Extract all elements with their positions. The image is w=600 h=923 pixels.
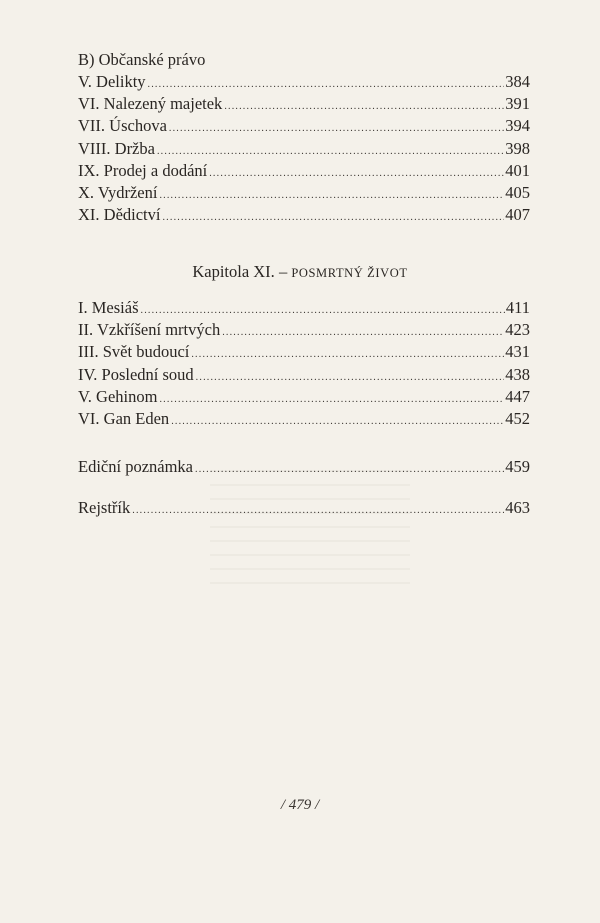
toc-entry[interactable] xyxy=(78,386,530,408)
toc-entry-title: VII. Úschova xyxy=(78,116,167,136)
toc-entry-title: VI. Nalezený majetek xyxy=(78,94,223,114)
toc-entry-title: I. Mesiáš xyxy=(78,298,139,317)
toc-entry[interactable] xyxy=(78,182,530,204)
toc-entry[interactable] xyxy=(78,115,530,137)
toc-entry-page: 384 xyxy=(505,72,530,91)
dot-leader xyxy=(162,207,504,229)
dot-leader xyxy=(132,500,504,522)
dot-leader xyxy=(209,163,504,185)
toc-entry-title: XI. Dědictví xyxy=(78,205,161,225)
dot-leader xyxy=(171,411,504,433)
toc-entry-page: 401 xyxy=(505,160,530,180)
chapter-label: Kapitola XI. xyxy=(192,262,275,281)
toc-entry[interactable] xyxy=(78,319,530,341)
toc-entry-page: 405 xyxy=(505,182,530,202)
dot-leader xyxy=(169,118,504,140)
toc-entry-title: III. Svět budoucí xyxy=(78,342,190,362)
toc-entry-title: VIII. Držba xyxy=(78,138,155,158)
toc-entry-title: IX. Prodej a dodání xyxy=(78,160,208,180)
toc-entry-page: 463 xyxy=(505,498,530,517)
dot-leader xyxy=(191,344,504,366)
dot-leader xyxy=(224,96,504,118)
section-civil-law xyxy=(78,49,530,226)
toc-entry-page: 407 xyxy=(505,205,530,225)
chapter-subtitle: POSMRTNÝ ŽIVOT xyxy=(291,266,408,280)
toc-entry-page: 459 xyxy=(505,457,530,476)
toc-entry-page: 447 xyxy=(505,386,530,406)
chapter-entries xyxy=(78,297,530,430)
dot-leader xyxy=(222,322,504,344)
toc-entry[interactable] xyxy=(78,93,530,115)
dot-leader xyxy=(159,185,504,207)
toc-entry-title: V. Gehinom xyxy=(78,386,158,406)
page-number: / 479 / xyxy=(280,797,320,813)
toc-entry-title: Rejstřík xyxy=(78,498,131,517)
toc-entry-page: 391 xyxy=(505,94,530,114)
toc-entry[interactable] xyxy=(78,364,530,386)
toc-entry-page: 394 xyxy=(505,116,530,136)
toc-entry-title: X. Vydržení xyxy=(78,182,158,202)
toc-entry-page: 411 xyxy=(505,298,530,317)
bleed-through-text xyxy=(210,470,410,590)
toc-entry[interactable] xyxy=(78,160,530,182)
toc-entry-page: 398 xyxy=(505,138,530,158)
toc-entry[interactable] xyxy=(78,341,530,363)
toc-entry-page: 423 xyxy=(505,320,530,340)
toc-entry[interactable] xyxy=(78,497,530,519)
toc-entry[interactable] xyxy=(78,138,530,160)
index-block xyxy=(78,497,530,519)
toc-entry-page: 431 xyxy=(505,342,530,362)
dot-leader xyxy=(159,389,504,411)
section-heading: B) Občanské právo xyxy=(78,50,206,69)
toc-entry-page: 438 xyxy=(505,364,530,384)
dot-leader xyxy=(195,459,504,481)
toc-entry[interactable] xyxy=(78,297,530,319)
toc-entry[interactable] xyxy=(78,408,530,430)
toc-entry[interactable] xyxy=(78,456,530,478)
toc-entry-title: Ediční poznámka xyxy=(78,457,194,476)
toc-entry[interactable] xyxy=(78,71,530,93)
chapter-dash: – xyxy=(274,262,292,281)
toc-entry-title: II. Vzkříšení mrtvých xyxy=(78,320,221,340)
dot-leader xyxy=(196,367,505,389)
toc-entry[interactable] xyxy=(78,204,530,226)
toc-entry-page: 452 xyxy=(505,408,530,428)
chapter-heading xyxy=(0,262,600,282)
editorial-note-block xyxy=(78,456,530,478)
toc-entry-title: VI. Gan Eden xyxy=(78,408,170,428)
toc-entry-title: V. Delikty xyxy=(78,72,146,91)
toc-entry-title: IV. Poslední soud xyxy=(78,364,194,384)
